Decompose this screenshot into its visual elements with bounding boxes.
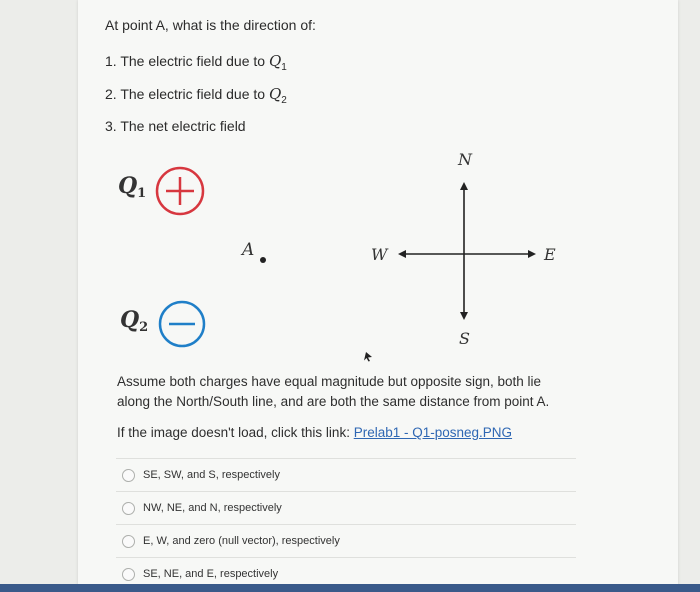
question-intro: At point A, what is the direction of: (105, 17, 316, 33)
compass-south-label: S (459, 329, 470, 348)
question-item-1-symbol: Q (268, 52, 282, 70)
fallback-link-line (117, 423, 577, 443)
image-fallback-link[interactable]: Prelab1 - Q1-posneg.PNG (353, 425, 513, 440)
question-item-3: 3. The net electric field (105, 118, 246, 134)
answer-option-2[interactable] (116, 491, 576, 524)
compass-rose (400, 184, 534, 318)
question-item-2-text: 2. The electric field due to (105, 86, 269, 102)
negative-charge-icon (160, 302, 204, 346)
q1-label: Q1 (118, 173, 147, 201)
window-bottom-bar (0, 584, 700, 592)
answer-options (116, 458, 576, 590)
radio-button-icon[interactable] (122, 535, 135, 548)
question-item-1-subscript: 1 (281, 61, 287, 73)
positive-charge-icon (157, 168, 203, 214)
answer-option-4-label: SE, NE, and E, respectively (143, 568, 279, 580)
cursor-icon (364, 352, 372, 362)
radio-button-icon[interactable] (122, 568, 135, 581)
compass-west-label: W (371, 245, 388, 264)
answer-option-3[interactable] (116, 524, 576, 557)
question-item-2-symbol: Q (268, 85, 282, 103)
compass-east-label: E (544, 245, 556, 264)
radio-button-icon[interactable] (122, 502, 135, 515)
point-a-dot (260, 257, 266, 263)
assumption-text: Assume both charges have equal magnitude but opposite sign, both lie along the North/South line, and are both the same distance from point A. (117, 374, 550, 409)
fallback-link-prefix: If the image doesn't load, click this link: (117, 425, 354, 440)
answer-option-1-label: SE, SW, and S, respectively (143, 469, 280, 481)
answer-option-1[interactable] (116, 458, 576, 491)
question-item-1-text: 1. The electric field due to (105, 53, 269, 69)
answer-option-3-label: E, W, and zero (null vector), respectively (143, 535, 340, 547)
answer-option-2-label: NW, NE, and N, respectively (143, 502, 282, 514)
question-item-2-subscript: 2 (281, 94, 287, 106)
radio-button-icon[interactable] (122, 469, 135, 482)
compass-north-label: N (458, 150, 472, 169)
q2-label: Q2 (120, 307, 149, 335)
point-a-label: A (242, 240, 255, 260)
